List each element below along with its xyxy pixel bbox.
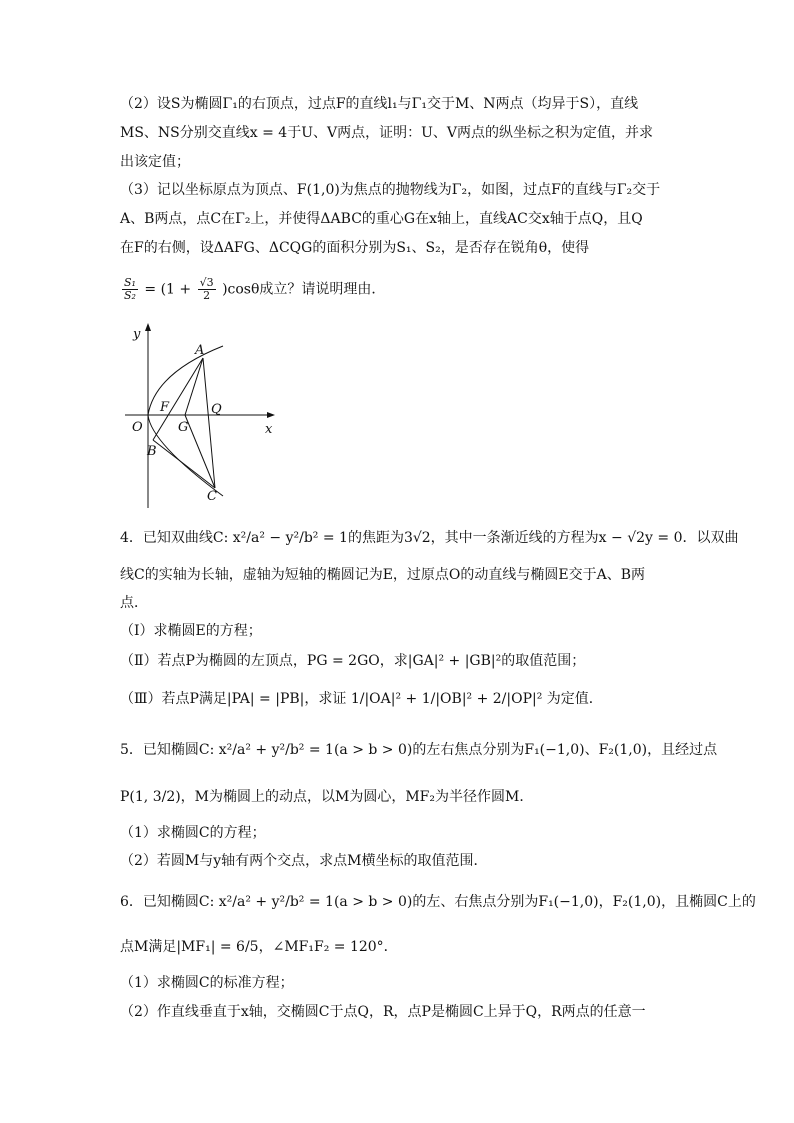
label-Q: Q xyxy=(211,402,222,417)
label-y: y xyxy=(133,327,141,342)
text-line-l3: 出该定值； xyxy=(120,154,190,170)
sqrt3-numerator: √3 xyxy=(199,276,214,289)
text-line-l12: （Ⅱ）若点P为椭圆的左顶点，PG = 2GO，求|GA|² + |GB|²的取值范围； xyxy=(120,653,586,669)
text-line-l21: （2）作直线垂直于x轴，交椭圆C于点Q，R，点P是椭圆C上异于Q，R两点的任意一 xyxy=(120,1004,646,1020)
line-BC xyxy=(153,440,215,488)
text-line-l8: 4．已知双曲线C: x²/a² − y²/b² = 1的焦距为3√2，其中一条渐近线的方程为x − √2y = 0．以双曲 xyxy=(120,530,739,546)
text-line-l11: （Ⅰ）求椭圆E的方程； xyxy=(120,623,262,639)
label-x: x xyxy=(265,422,273,437)
line-AC xyxy=(203,358,215,488)
text-line-l6: 在F的右侧，设ΔAFG、ΔCQG的面积分别为S₁、S₂，是否存在锐角θ，使得 xyxy=(120,240,590,256)
ratio-numerator: S₁ xyxy=(124,276,136,289)
line-GC xyxy=(185,415,215,488)
text-line-l4: （3）记以坐标原点为顶点、F(1,0)为焦点的抛物线为Γ₂，如图，过点F的直线与Γ₂交于 xyxy=(120,182,661,198)
text-line-l18: 6．已知椭圆C: x²/a² + y²/b² = 1(a > b > 0)的左、右焦点分别为F₁(−1,0)，F₂(1,0)，且椭圆C上的 xyxy=(120,894,756,910)
text-line-l1: （2）设S为椭圆Γ₁的右顶点，过点F的直线l₁与Γ₁交于M、N两点（均异于S），直线 xyxy=(120,96,639,112)
label-C: C xyxy=(207,489,217,504)
y-axis-arrow xyxy=(145,323,151,331)
sqrt3-fraction xyxy=(198,277,216,302)
x-axis-arrow xyxy=(267,412,275,418)
label-G: G xyxy=(178,420,189,435)
parabola-figure xyxy=(115,318,285,513)
text-line-l13: （Ⅲ）若点P满足|PA| = |PB|，求证 1/|OA|² + 1/|OB|² + 2/|OP|² 为定值． xyxy=(120,691,603,707)
formula-tail: )cosθ成立？请说明理由． xyxy=(222,281,386,298)
ratio-fraction xyxy=(122,277,138,302)
text-line-l5: A、B两点，点C在Γ₂上，并使得ΔABC的重心G在x轴上，直线AC交x轴于点Q，且Q xyxy=(120,211,643,227)
text-line-l15: P(1, 3/2)，M为椭圆上的动点，以M为圆心，MF₂为半径作圆M． xyxy=(120,789,534,805)
label-A: A xyxy=(195,343,205,358)
label-O: O xyxy=(132,420,143,435)
text-line-l9: 线C的实轴为长轴，虚轴为短轴的椭圆记为E，过原点O的动直线与椭圆E交于A、B两 xyxy=(120,567,646,583)
label-B: B xyxy=(147,444,157,459)
text-line-l16: （1）求椭圆C的方程； xyxy=(120,825,266,841)
sqrt3-denominator: 2 xyxy=(203,289,211,302)
text-line-l2: MS、NS分别交直线x = 4于U、V两点，证明：U、V两点的纵坐标之积为定值，并求 xyxy=(120,125,654,141)
text-line-l10: 点． xyxy=(120,595,148,611)
text-line-l19: 点M满足|MF₁| = 6/5，∠MF₁F₂ = 120°． xyxy=(120,939,398,955)
label-F: F xyxy=(160,400,170,415)
ratio-denominator: S₂ xyxy=(124,289,136,302)
formula-equals: = (1 + xyxy=(144,281,192,298)
text-line-l14: 5．已知椭圆C: x²/a² + y²/b² = 1(a > b > 0)的左右焦点分别为F₁(−1,0)、F₂(1,0)，且经过点 xyxy=(120,742,718,758)
text-line-l17: （2）若圆M与y轴有两个交点，求点M横坐标的取值范围． xyxy=(120,853,488,869)
line-AG xyxy=(185,358,203,415)
formula-line xyxy=(120,277,680,302)
text-line-l20: （1）求椭圆C的标准方程； xyxy=(120,975,294,991)
